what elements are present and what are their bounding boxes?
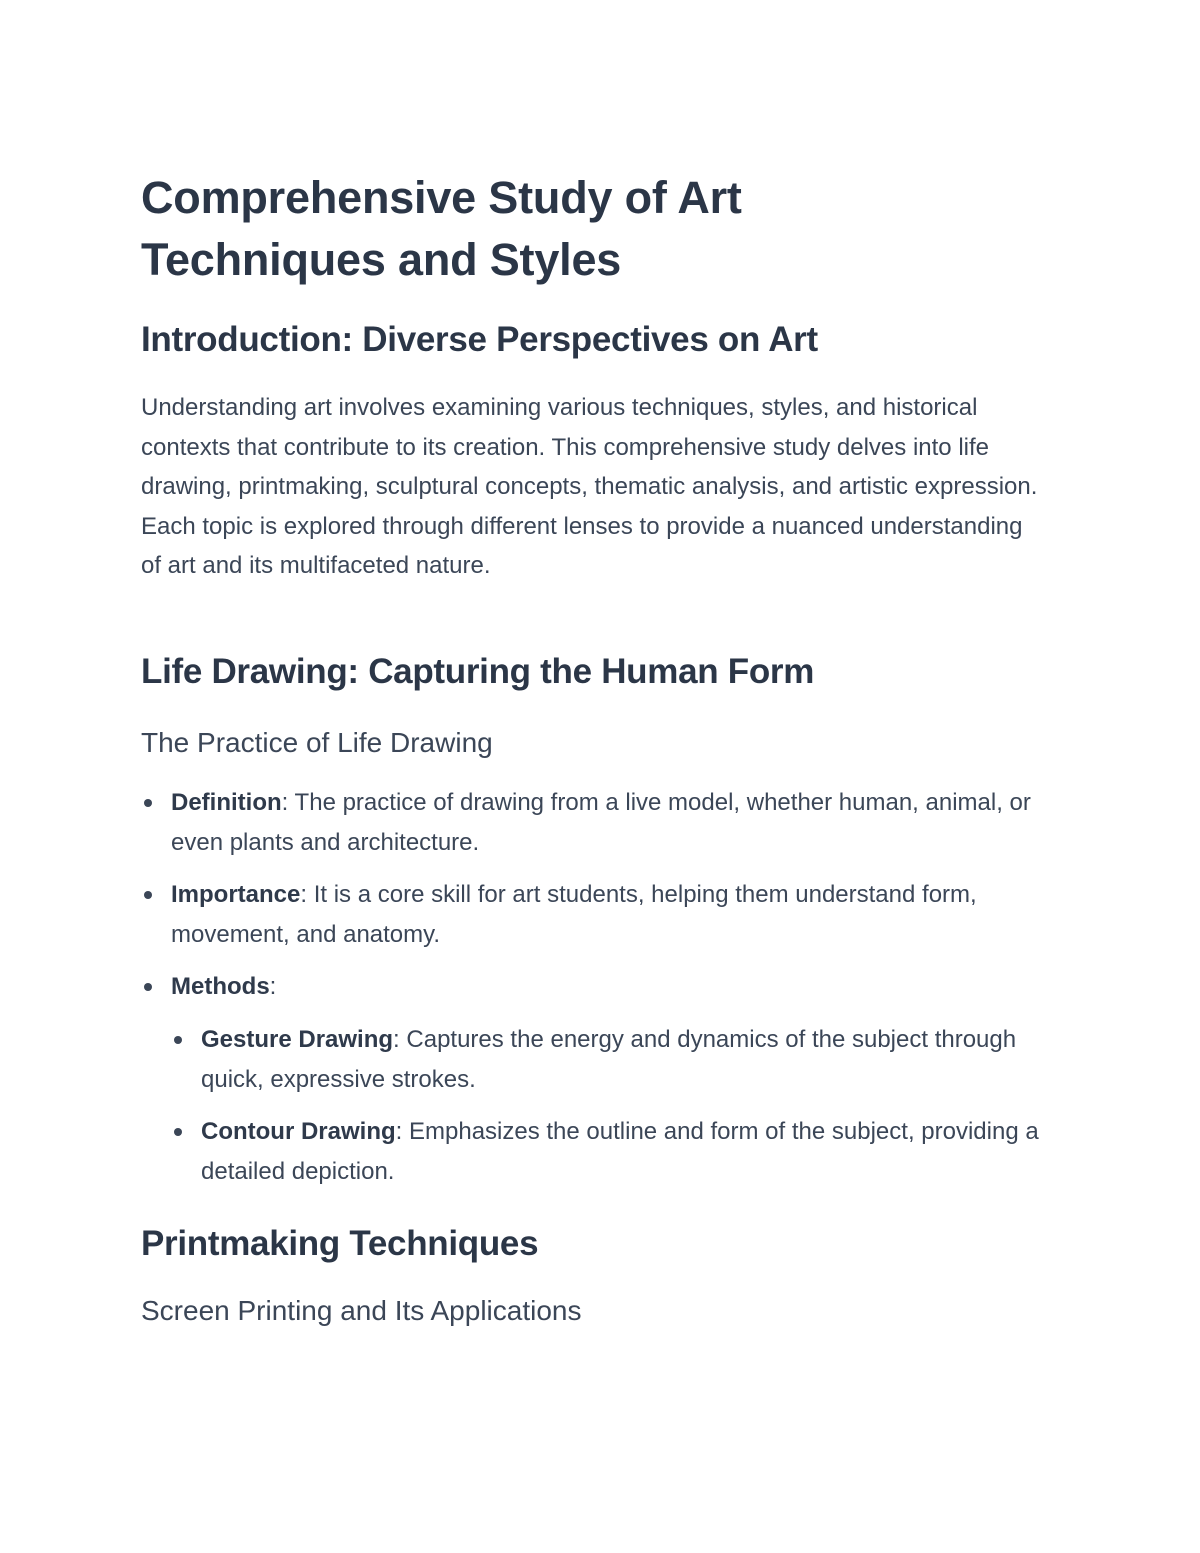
printmaking-subheading: Screen Printing and Its Applications	[141, 1295, 582, 1326]
life-drawing-heading: Life Drawing: Capturing the Human Form	[141, 652, 815, 691]
list-item-text: : The practice of drawing from a live model, whether human, animal, or even plants and architecture.	[171, 789, 1031, 856]
list-item	[141, 967, 1046, 1191]
sublist-item	[171, 1112, 1046, 1191]
life-drawing-list	[141, 783, 1046, 1191]
list-item	[141, 875, 1046, 954]
sublist-item-term: Contour Drawing	[201, 1118, 396, 1146]
sublist-item-term: Gesture Drawing	[201, 1025, 394, 1053]
list-item-term: Methods	[171, 973, 270, 1001]
sublist-item	[171, 1020, 1046, 1099]
bullet-icon	[144, 891, 152, 899]
document-title: Comprehensive Study of Art Techniques and Styles	[141, 172, 742, 285]
bullet-icon	[174, 1128, 182, 1136]
bullet-icon	[144, 983, 152, 991]
list-item-text: :	[269, 973, 277, 1001]
sublist-item-text: : Emphasizes the outline and form of the subject, providing a detailed depiction.	[201, 1118, 1039, 1185]
methods-sublist	[171, 1020, 1046, 1191]
list-item	[141, 783, 1046, 862]
intro-heading: Introduction: Diverse Perspectives on Art	[141, 320, 818, 359]
intro-paragraph: Understanding art involves examining various techniques, styles, and historical contexts that contribute to its creation. This comprehensive study delves into life drawing, printmaking, sculptural concepts, thematic analysis, and artistic expression. Each topic is explored through different lenses to provide a nuanced understanding of art and its multifaceted nature.	[141, 394, 1038, 580]
printmaking-heading: Printmaking Techniques	[141, 1224, 539, 1263]
list-item-term: Importance	[171, 881, 301, 909]
bullet-icon	[144, 799, 152, 807]
list-item-term: Definition	[171, 789, 282, 816]
list-item-text: : It is a core skill for art students, helping them understand form, movement, and anatomy.	[171, 881, 977, 948]
life-drawing-subheading: The Practice of Life Drawing	[141, 727, 493, 758]
sublist-item-text: : Captures the energy and dynamics of the subject through quick, expressive strokes.	[201, 1025, 1017, 1093]
bullet-icon	[174, 1036, 182, 1044]
